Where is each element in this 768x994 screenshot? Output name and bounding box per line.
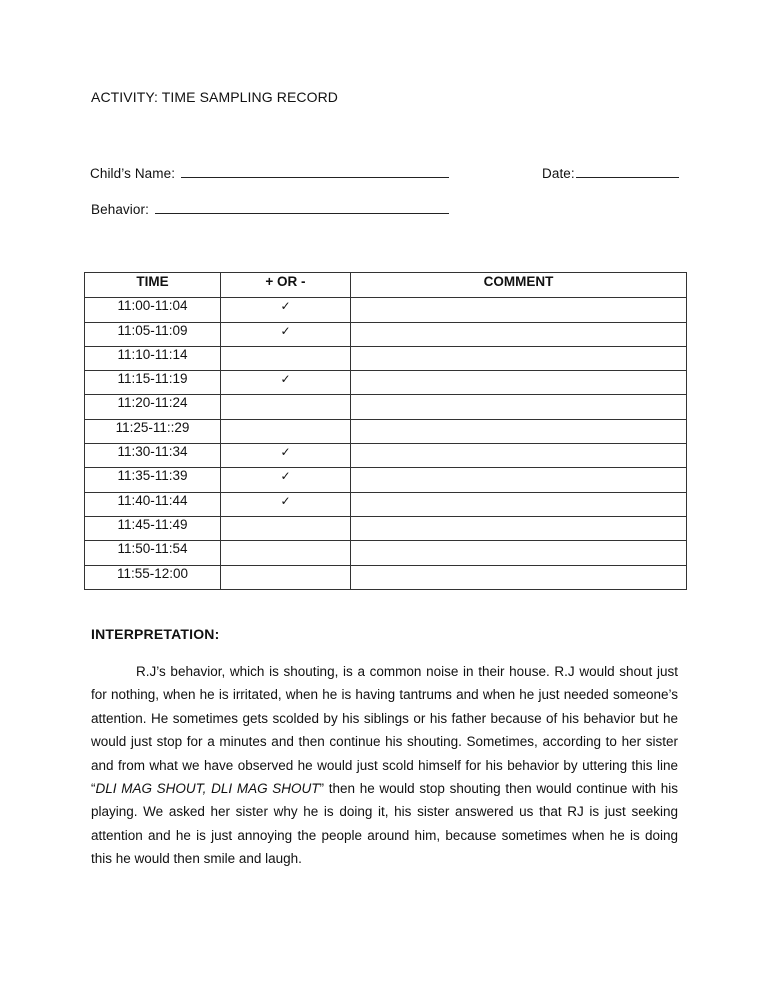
table-row: [85, 371, 687, 395]
time-cell: 11:15-11:19: [85, 371, 221, 395]
table-row: [85, 492, 687, 516]
childs-name-blank[interactable]: [181, 163, 449, 178]
header-time: TIME: [85, 273, 221, 298]
mark-cell: [221, 346, 351, 370]
time-cell: 11:00-11:04: [85, 298, 221, 322]
page-title: ACTIVITY: TIME SAMPLING RECORD: [91, 89, 339, 105]
table-row: [85, 419, 687, 443]
comment-cell[interactable]: [351, 468, 687, 492]
table-row: [85, 468, 687, 492]
time-sampling-table: [84, 272, 687, 590]
check-mark-icon: ✓: [221, 298, 351, 322]
table-row: [85, 444, 687, 468]
comment-cell[interactable]: [351, 419, 687, 443]
interpretation-paragraph: [91, 660, 678, 871]
time-cell: 11:10-11:14: [85, 346, 221, 370]
childs-name-field: [90, 163, 449, 181]
comment-cell[interactable]: [351, 322, 687, 346]
mark-cell: [221, 419, 351, 443]
time-cell: 11:40-11:44: [85, 492, 221, 516]
table-row: [85, 541, 687, 565]
check-mark-icon: ✓: [221, 371, 351, 395]
comment-cell[interactable]: [351, 371, 687, 395]
table-row: [85, 395, 687, 419]
time-cell: 11:45-11:49: [85, 516, 221, 540]
time-cell: 11:05-11:09: [85, 322, 221, 346]
behavior-field: [91, 199, 449, 217]
date-label: Date:: [542, 166, 575, 181]
comment-cell[interactable]: [351, 395, 687, 419]
date-blank[interactable]: [576, 163, 679, 178]
table-row: [85, 516, 687, 540]
date-field: [542, 163, 679, 181]
table-header-row: [85, 273, 687, 298]
check-mark-icon: ✓: [221, 468, 351, 492]
mark-cell: [221, 516, 351, 540]
mark-cell: [221, 541, 351, 565]
mark-cell: [221, 565, 351, 589]
check-mark-icon: ✓: [221, 492, 351, 516]
time-cell: 11:20-11:24: [85, 395, 221, 419]
interpretation-text-before-quote: R.J’s behavior, which is shouting, is a common noise in their house. R.J would shout just for nothing, when he is irritated, when he is having tantrums and when he just needed someone’s attention. He sometimes gets scolded by his siblings or his father because of his behavior but he would just stop for a minutes and then continue his shouting. Sometimes, according to her sister and from what we have observed he would just scold himself for his behavior by uttering this line “: [91, 664, 678, 797]
comment-cell[interactable]: [351, 541, 687, 565]
comment-cell[interactable]: [351, 346, 687, 370]
mark-cell: [221, 395, 351, 419]
interpretation-heading: INTERPRETATION:: [91, 626, 220, 642]
interpretation-quote: DLI MAG SHOUT, DLI MAG SHOUT: [95, 781, 320, 797]
time-cell: 11:55-12:00: [85, 565, 221, 589]
comment-cell[interactable]: [351, 516, 687, 540]
comment-cell[interactable]: [351, 298, 687, 322]
time-cell: 11:30-11:34: [85, 444, 221, 468]
time-cell: 11:25-11::29: [85, 419, 221, 443]
behavior-label: Behavior:: [91, 202, 149, 217]
check-mark-icon: ✓: [221, 322, 351, 346]
header-plus-or-minus: + OR -: [221, 273, 351, 298]
comment-cell[interactable]: [351, 565, 687, 589]
time-cell: 11:50-11:54: [85, 541, 221, 565]
behavior-blank[interactable]: [155, 199, 449, 214]
comment-cell[interactable]: [351, 444, 687, 468]
time-cell: 11:35-11:39: [85, 468, 221, 492]
header-comment: COMMENT: [351, 273, 687, 298]
comment-cell[interactable]: [351, 492, 687, 516]
interpretation-text-after-quote: ” then he would stop shouting then would continue with his playing. We asked her sister why he is doing it, his sister answered us that RJ is just seeking attention and he is just annoying the people around him, because sometimes when he is doing this he would then smile and laugh.: [91, 781, 678, 867]
check-mark-icon: ✓: [221, 444, 351, 468]
table-row: [85, 346, 687, 370]
table-row: [85, 298, 687, 322]
table-row: [85, 322, 687, 346]
childs-name-label: Child’s Name:: [90, 166, 176, 181]
table-row: [85, 565, 687, 589]
